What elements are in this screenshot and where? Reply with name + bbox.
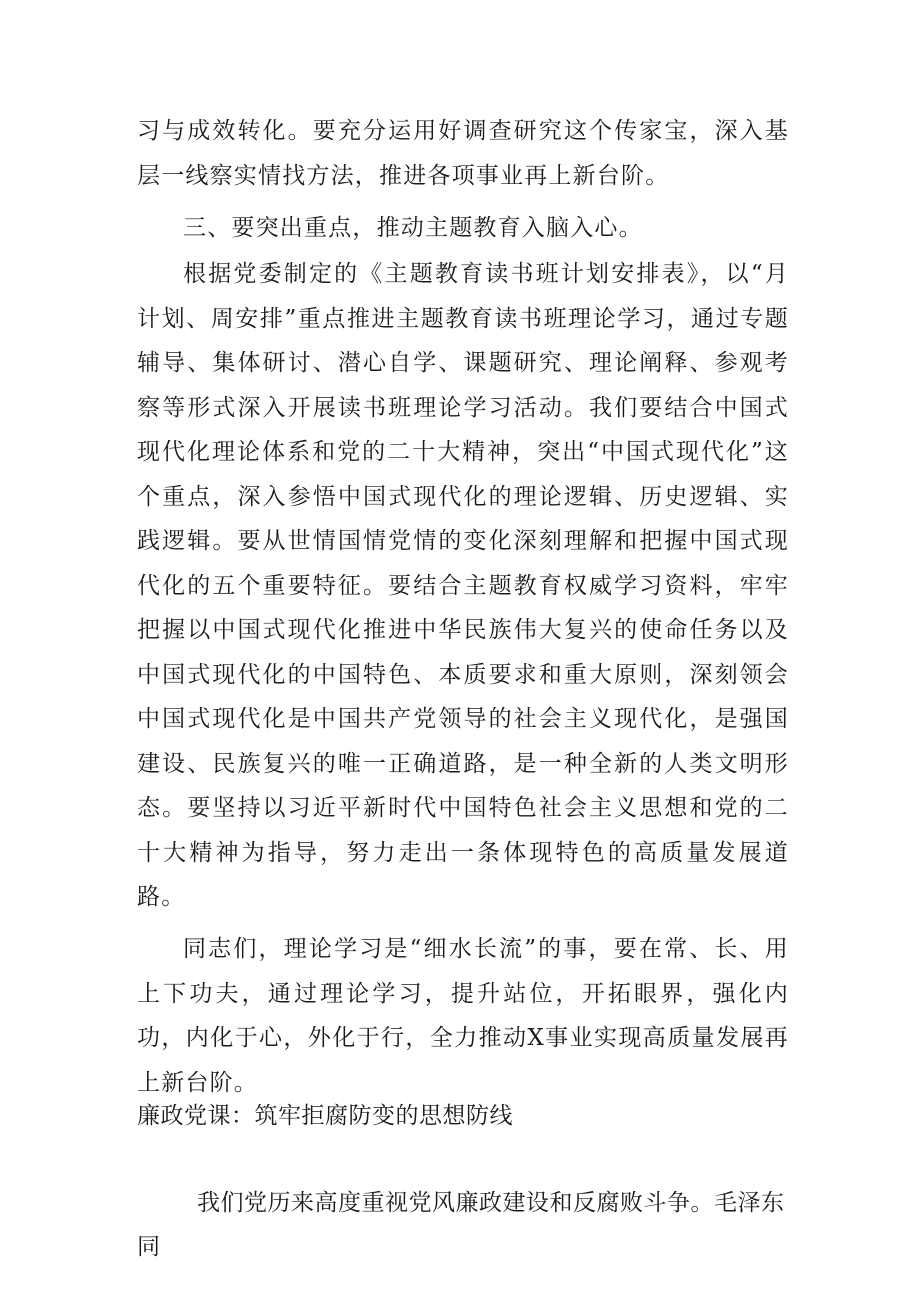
paragraph-closing: 同志们，理论学习是“细水长流”的事，要在常、长、用上下功夫，通过理论学习，提升站位，开拓眼界，强化内功，内化于心，外化于行，全力推动X事业实现高质量发展再上新台阶。 bbox=[137, 936, 789, 1096]
paragraph-continuation: 习与成效转化。要充分运用好调查研究这个传家宝，深入基层一线察实情找方法，推进各项事业再上新台阶。 bbox=[137, 118, 789, 189]
next-article-intro: 我们党历来高度重视党风廉政建设和反腐败斗争。毛泽东同 bbox=[137, 1190, 785, 1260]
next-article-title: 廉政党课：筑牢拒腐防变的思想防线 bbox=[137, 1103, 513, 1129]
paragraph-main: 根据党委制定的《主题教育读书班计划安排表》，以“月计划、周安排”重点推进主题教育读书班理论学习，通过专题辅导、集体研讨、潜心自学、课题研究、理论阐释、参观考察等形式深入开展读书班理论学习活动。我们要结合中国式现代化理论体系和党的二十大精神，突出“中国式现代化”这个重点，深入参悟中国式现代化的理论逻辑、历史逻辑、实践逻辑。要从世情国情党情的变化深刻理解和把握中国式现代化的五个重要特征。要结合主题教育权威学习资料，牢牢把握以中国式现代化推进中华民族伟大复兴的使命任务以及中国式现代化的中国特色、本质要求和重大原则，深刻领会中国式现代化是中国共产党领导的社会主义现代化，是强国建设、民族复兴的唯一正确道路，是一种全新的人类文明形态。要坚持以习近平新时代中国特色社会主义思想和党的二十大精神为指导，努力走出一条体现特色的高质量发展道路。 bbox=[137, 261, 789, 910]
section-heading-three: 三、要突出重点，推动主题教育入脑入心。 bbox=[183, 215, 643, 241]
